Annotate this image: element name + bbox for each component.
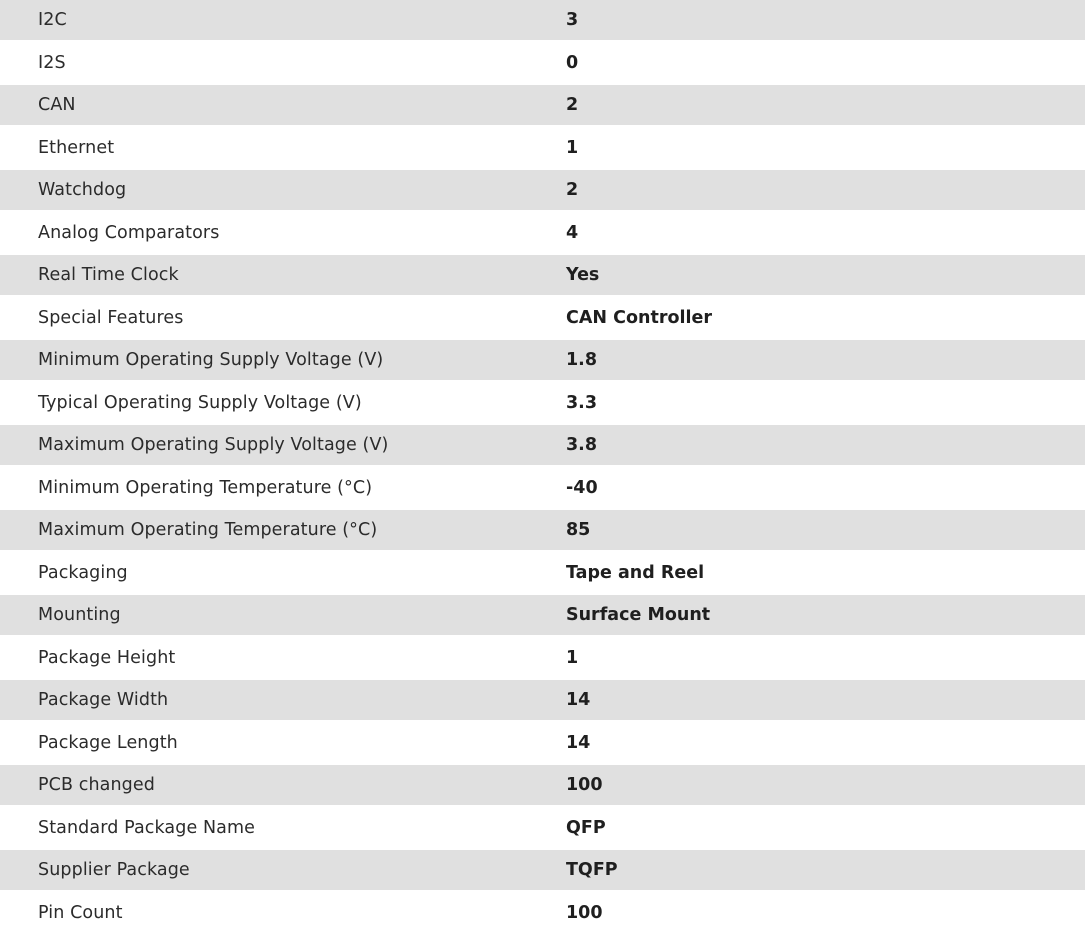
spec-value: 1 (566, 137, 579, 158)
spec-label: Package Height (38, 647, 176, 668)
spec-value: CAN Controller (566, 307, 712, 328)
spec-row-min-temperature (0, 465, 1085, 510)
spec-label: Supplier Package (38, 860, 190, 880)
spec-value: Surface Mount (566, 605, 711, 625)
spec-row-package-width (0, 680, 1085, 720)
spec-label: Real Time Clock (38, 265, 179, 285)
spec-label: Minimum Operating Temperature (°C) (38, 477, 373, 498)
spec-value: 1 (566, 647, 579, 668)
spec-label: Typical Operating Supply Voltage (V) (38, 392, 362, 413)
spec-label: I2C (38, 10, 67, 30)
spec-label: Standard Package Name (38, 817, 256, 838)
spec-row-typ-supply-voltage (0, 380, 1085, 425)
spec-label: Special Features (38, 307, 184, 328)
spec-value: 4 (566, 222, 579, 243)
spec-label: Package Length (38, 732, 178, 753)
spec-row-real-time-clock (0, 255, 1085, 295)
spec-value: 14 (566, 732, 591, 753)
spec-row-max-supply-voltage (0, 425, 1085, 465)
spec-row-ethernet (0, 125, 1085, 170)
spec-value: 3.8 (566, 435, 598, 455)
spec-label: PCB changed (38, 775, 155, 795)
spec-label: Pin Count (38, 902, 123, 923)
spec-row-package-height (0, 635, 1085, 680)
spec-row-supplier-package (0, 850, 1085, 890)
spec-row-pcb-changed (0, 765, 1085, 805)
spec-label: Package Width (38, 690, 169, 710)
spec-value: 3.3 (566, 392, 598, 413)
spec-label: Maximum Operating Supply Voltage (V) (38, 435, 389, 455)
spec-value: 2 (566, 95, 579, 115)
spec-value: 85 (566, 520, 591, 540)
spec-row-packaging (0, 550, 1085, 595)
spec-label: CAN (38, 95, 76, 115)
spec-label: Packaging (38, 562, 128, 583)
spec-label: Watchdog (38, 180, 127, 200)
spec-value: 14 (566, 690, 591, 710)
spec-row-mounting (0, 595, 1085, 635)
spec-row-i2s (0, 40, 1085, 85)
spec-row-min-supply-voltage (0, 340, 1085, 380)
spec-value: 100 (566, 902, 603, 923)
spec-value: QFP (566, 817, 606, 838)
spec-row-standard-package-name (0, 805, 1085, 850)
spec-row-can (0, 85, 1085, 125)
spec-value: 3 (566, 10, 579, 30)
spec-row-max-temperature (0, 510, 1085, 550)
spec-label: Mounting (38, 605, 121, 625)
spec-value: Tape and Reel (566, 562, 705, 583)
spec-value: TQFP (566, 860, 618, 880)
spec-label: Analog Comparators (38, 222, 220, 243)
spec-value: 100 (566, 775, 603, 795)
spec-value: 2 (566, 180, 579, 200)
spec-value: 0 (566, 52, 579, 73)
spec-value: -40 (566, 477, 598, 498)
spec-row-pin-count (0, 890, 1085, 929)
spec-label: Minimum Operating Supply Voltage (V) (38, 350, 384, 370)
spec-row-watchdog (0, 170, 1085, 210)
spec-row-analog-comparators (0, 210, 1085, 255)
spec-value: 1.8 (566, 350, 598, 370)
spec-value: Yes (566, 265, 600, 285)
spec-row-i2c (0, 0, 1085, 40)
spec-label: I2S (38, 52, 66, 73)
spec-row-special-features (0, 295, 1085, 340)
spec-row-package-length (0, 720, 1085, 765)
spec-label: Maximum Operating Temperature (°C) (38, 520, 378, 540)
spec-label: Ethernet (38, 137, 115, 158)
